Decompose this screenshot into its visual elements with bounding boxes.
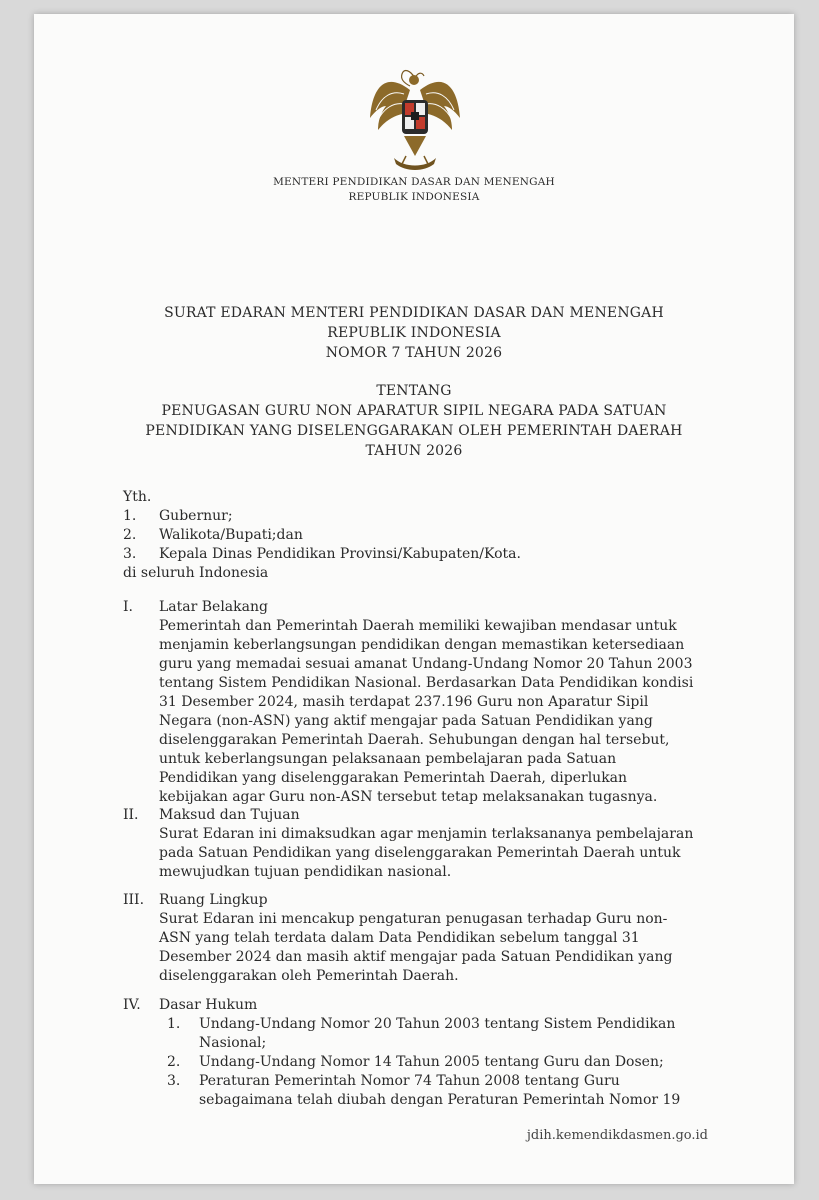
paragraph-line: Pendidikan yang diselenggarakan Pemerintah Daerah, diperlukan bbox=[159, 770, 628, 786]
garuda-emblem-icon bbox=[364, 60, 466, 178]
paragraph-line: kebijakan agar Guru non-ASN tersebut tetap melaksanakan tugasnya. bbox=[159, 789, 658, 805]
legal-basis-line: Undang-Undang Nomor 14 Tahun 2005 tentang Guru dan Dosen; bbox=[199, 1054, 664, 1070]
legal-basis-line: Nasional; bbox=[199, 1035, 267, 1051]
paragraph-line: Desember 2024 dan masih aktif mengajar pada Satuan Pendidikan yang bbox=[159, 949, 673, 965]
legal-basis-item bbox=[199, 1072, 707, 1110]
ministry-line-1: MENTERI PENDIDIKAN DASAR DAN MENENGAH bbox=[273, 176, 555, 188]
subject-line-1: PENUGASAN GURU NON APARATUR SIPIL NEGARA PADA SATUAN bbox=[161, 403, 667, 419]
paragraph-line: 31 Desember 2024, masih terdapat 237.196 Guru non Aparatur Sipil bbox=[159, 694, 649, 710]
ministry-line-2: REPUBLIK INDONESIA bbox=[348, 191, 480, 203]
paragraph-line: diselenggarakan Pemerintah Daerah. Sehubungan dengan hal tersebut, bbox=[159, 732, 670, 748]
paragraph-line: untuk keberlangsungan pelaksanaan pembelajaran pada Satuan bbox=[159, 751, 617, 767]
subject-line-3: TAHUN 2026 bbox=[365, 443, 463, 459]
subject-line-2: PENDIDIKAN YANG DISELENGGARAKAN OLEH PEMERINTAH DAERAH bbox=[145, 423, 683, 439]
title-line-1: SURAT EDARAN MENTERI PENDIDIKAN DASAR DAN MENENGAH bbox=[164, 305, 664, 321]
section-number: III. bbox=[123, 892, 145, 908]
paragraph-line: menjamin keberlangsungan pendidikan dengan memastikan ketersediaan bbox=[159, 637, 685, 653]
section-paragraph bbox=[159, 910, 707, 986]
addressee-item: Walikota/Bupati;dan bbox=[159, 527, 303, 543]
legal-basis-item bbox=[199, 1015, 707, 1053]
letter-subject bbox=[34, 381, 794, 461]
paragraph-line: Surat Edaran ini mencakup pengaturan penugasan terhadap Guru non- bbox=[159, 911, 668, 927]
section-paragraph bbox=[159, 617, 707, 807]
legal-basis-number: 2. bbox=[167, 1054, 181, 1070]
legal-basis-line: Peraturan Pemerintah Nomor 74 Tahun 2008 tentang Guru bbox=[199, 1073, 620, 1089]
section-number: II. bbox=[123, 807, 139, 823]
section-heading: Dasar Hukum bbox=[159, 997, 258, 1013]
paragraph-line: Negara (non-ASN) yang aktif mengajar pada Satuan Pendidikan yang bbox=[159, 713, 653, 729]
paragraph-line: guru yang memadai sesuai amanat Undang-Undang Nomor 20 Tahun 2003 bbox=[159, 656, 693, 672]
legal-basis-number: 1. bbox=[167, 1016, 181, 1032]
addressee-item: Gubernur; bbox=[159, 508, 233, 524]
title-line-3: NOMOR 7 TAHUN 2026 bbox=[325, 345, 503, 361]
paragraph-line: diselenggarakan oleh Pemerintah Daerah. bbox=[159, 968, 459, 984]
paragraph-line: pada Satuan Pendidikan yang diselenggarakan Pemerintah Daerah untuk bbox=[159, 845, 681, 861]
legal-basis-line: Undang-Undang Nomor 20 Tahun 2003 tentang Sistem Pendidikan bbox=[199, 1016, 676, 1032]
addressee-item: Kepala Dinas Pendidikan Provinsi/Kabupaten/Kota. bbox=[159, 546, 521, 562]
document-page bbox=[34, 14, 794, 1184]
section-heading: Ruang Lingkup bbox=[159, 892, 268, 908]
section-number: I. bbox=[123, 599, 133, 615]
footer-url: jdih.kemendikdasmen.go.id bbox=[526, 1128, 708, 1143]
section-paragraph bbox=[159, 825, 707, 882]
ministry-heading bbox=[34, 175, 794, 205]
paragraph-line: mewujudkan tujuan pendidikan nasional. bbox=[159, 864, 452, 880]
section-number: IV. bbox=[123, 997, 141, 1013]
letter-title bbox=[34, 303, 794, 363]
paragraph-line: Pemerintah dan Pemerintah Daerah memiliki kewajiban mendasar untuk bbox=[159, 618, 677, 634]
paragraph-line: tentang Sistem Pendidikan Nasional. Berdasarkan Data Pendidikan kondisi bbox=[159, 675, 694, 691]
legal-basis-number: 3. bbox=[167, 1073, 181, 1089]
addressee-number: 3. bbox=[123, 546, 137, 562]
title-line-2: REPUBLIK INDONESIA bbox=[327, 325, 501, 341]
legal-basis-item bbox=[199, 1053, 707, 1072]
legal-basis-line: sebagaimana telah diubah dengan Peraturan Pemerintah Nomor 19 bbox=[199, 1092, 681, 1108]
about-label: TENTANG bbox=[376, 383, 452, 399]
addressee-salutation: Yth. bbox=[123, 489, 152, 505]
addressee-number: 1. bbox=[123, 508, 137, 524]
section-heading: Maksud dan Tujuan bbox=[159, 807, 300, 823]
paragraph-line: ASN yang telah terdata dalam Data Pendidikan sebelum tanggal 31 bbox=[159, 930, 640, 946]
section-heading: Latar Belakang bbox=[159, 599, 268, 615]
addressee-number: 2. bbox=[123, 527, 137, 543]
addressee-closing: di seluruh Indonesia bbox=[123, 565, 269, 581]
paragraph-line: Surat Edaran ini dimaksudkan agar menjamin terlaksananya pembelajaran bbox=[159, 826, 694, 842]
